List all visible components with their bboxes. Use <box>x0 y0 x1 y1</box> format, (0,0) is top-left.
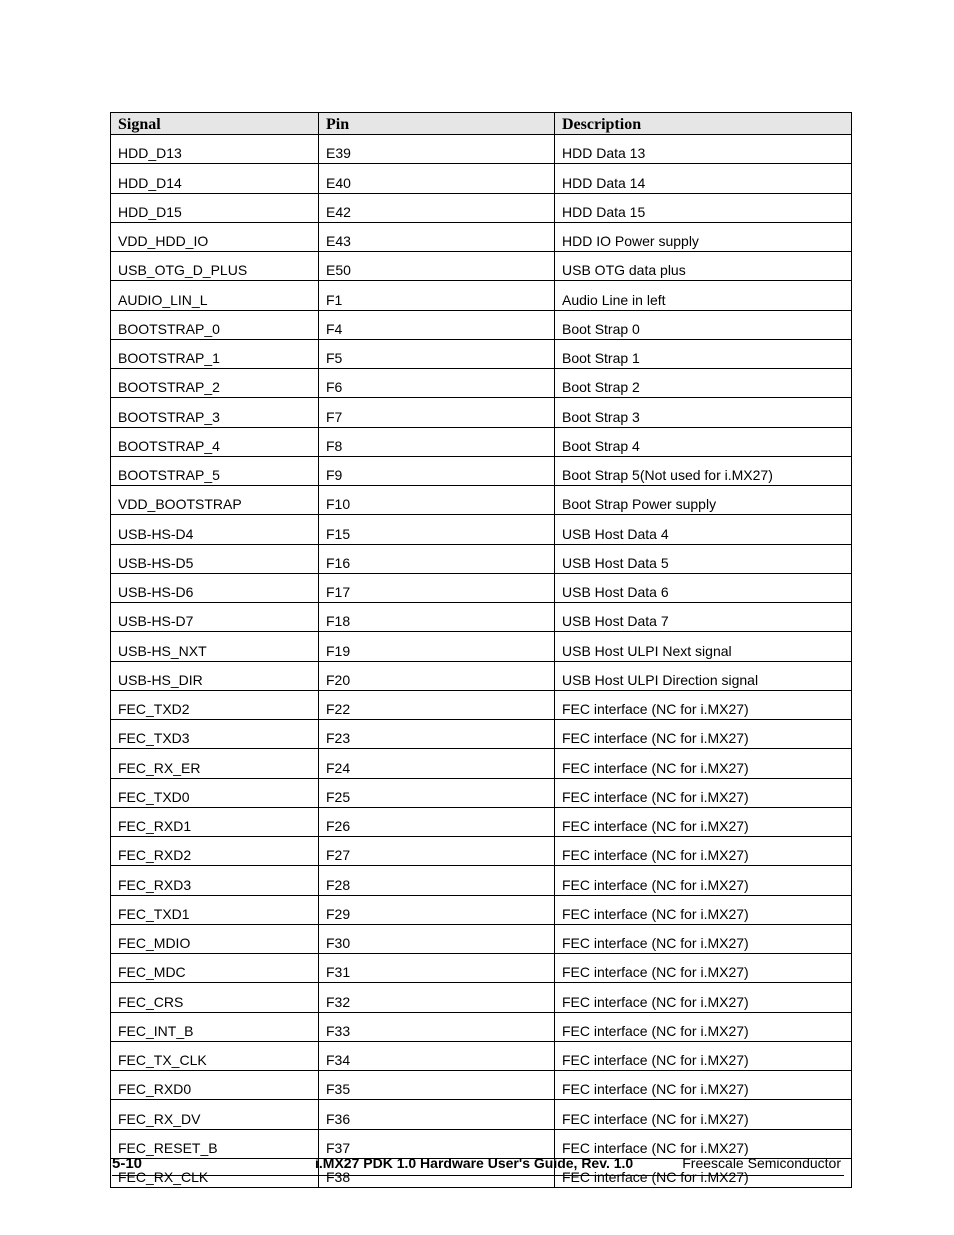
cell-pin: F32 <box>319 983 555 1012</box>
cell-signal: USB-HS-D5 <box>111 544 319 573</box>
table-row <box>111 369 852 398</box>
cell-pin: F34 <box>319 1041 555 1070</box>
cell-signal: FEC_RX_DV <box>111 1100 319 1129</box>
cell-signal: BOOTSTRAP_0 <box>111 310 319 339</box>
cell-description: Boot Strap 4 <box>555 427 852 456</box>
table-row <box>111 1100 852 1129</box>
table-row <box>111 603 852 632</box>
column-header-pin: Pin <box>319 113 555 135</box>
cell-signal: BOOTSTRAP_3 <box>111 398 319 427</box>
cell-pin: F24 <box>319 749 555 778</box>
cell-signal: FEC_TX_CLK <box>111 1041 319 1070</box>
cell-description: FEC interface (NC for i.MX27) <box>555 954 852 983</box>
cell-pin: F4 <box>319 310 555 339</box>
cell-pin: F26 <box>319 807 555 836</box>
cell-pin: F35 <box>319 1071 555 1100</box>
cell-description: Boot Strap 0 <box>555 310 852 339</box>
cell-pin: F36 <box>319 1100 555 1129</box>
cell-pin: F10 <box>319 486 555 515</box>
cell-signal: BOOTSTRAP_4 <box>111 427 319 456</box>
cell-signal: FEC_RXD0 <box>111 1071 319 1100</box>
cell-signal: FEC_MDC <box>111 954 319 983</box>
cell-signal: BOOTSTRAP_5 <box>111 456 319 485</box>
cell-pin: F9 <box>319 456 555 485</box>
cell-signal: USB_OTG_D_PLUS <box>111 252 319 281</box>
cell-description: Boot Strap Power supply <box>555 486 852 515</box>
table-row <box>111 720 852 749</box>
cell-signal: FEC_RXD1 <box>111 807 319 836</box>
cell-description: USB Host Data 5 <box>555 544 852 573</box>
cell-pin: F31 <box>319 954 555 983</box>
cell-description: Boot Strap 2 <box>555 369 852 398</box>
cell-pin: F37 <box>319 1129 555 1158</box>
table-row <box>111 164 852 193</box>
cell-description: USB Host Data 7 <box>555 603 852 632</box>
cell-description: HDD IO Power supply <box>555 222 852 251</box>
cell-pin: F19 <box>319 632 555 661</box>
cell-description: Audio Line in left <box>555 281 852 310</box>
cell-description: Boot Strap 3 <box>555 398 852 427</box>
cell-description: FEC interface (NC for i.MX27) <box>555 1071 852 1100</box>
cell-description: Boot Strap 1 <box>555 339 852 368</box>
cell-pin: E43 <box>319 222 555 251</box>
cell-description: HDD Data 14 <box>555 164 852 193</box>
cell-signal: HDD_D14 <box>111 164 319 193</box>
page-number: 5-10 <box>112 1155 143 1172</box>
document-title: i.MX27 PDK 1.0 Hardware User's Guide, Rev. 1.0 <box>315 1155 634 1171</box>
cell-signal: BOOTSTRAP_1 <box>111 339 319 368</box>
cell-pin: F29 <box>319 895 555 924</box>
cell-signal: FEC_RXD2 <box>111 837 319 866</box>
page-footer <box>112 1155 844 1176</box>
cell-signal: USB-HS-D4 <box>111 515 319 544</box>
cell-description: FEC interface (NC for i.MX27) <box>555 1100 852 1129</box>
signal-pin-table <box>110 112 852 1188</box>
table-row <box>111 983 852 1012</box>
cell-pin: F20 <box>319 661 555 690</box>
cell-pin: E42 <box>319 193 555 222</box>
table-row <box>111 310 852 339</box>
cell-pin: F6 <box>319 369 555 398</box>
company-name: Freescale Semiconductor <box>682 1155 841 1171</box>
cell-pin: F30 <box>319 924 555 953</box>
cell-description: HDD Data 13 <box>555 135 852 164</box>
cell-description: FEC interface (NC for i.MX27) <box>555 778 852 807</box>
cell-pin: F27 <box>319 837 555 866</box>
table-row <box>111 573 852 602</box>
table-header-row <box>111 113 852 135</box>
column-header-description: Description <box>555 113 852 135</box>
cell-description: FEC interface (NC for i.MX27) <box>555 837 852 866</box>
cell-description: USB Host Data 6 <box>555 573 852 602</box>
cell-signal: FEC_RX_ER <box>111 749 319 778</box>
cell-signal: VDD_HDD_IO <box>111 222 319 251</box>
table-row <box>111 339 852 368</box>
cell-description: USB Host Data 4 <box>555 515 852 544</box>
cell-pin: F38 <box>319 1158 555 1187</box>
table-row <box>111 690 852 719</box>
cell-pin: F25 <box>319 778 555 807</box>
cell-pin: F28 <box>319 866 555 895</box>
cell-pin: F5 <box>319 339 555 368</box>
cell-description: HDD Data 15 <box>555 193 852 222</box>
cell-pin: F22 <box>319 690 555 719</box>
cell-pin: E39 <box>319 135 555 164</box>
table-row <box>111 749 852 778</box>
table-row <box>111 632 852 661</box>
table-row <box>111 252 852 281</box>
cell-pin: E50 <box>319 252 555 281</box>
cell-signal: USB-HS-D6 <box>111 573 319 602</box>
cell-description: FEC interface (NC for i.MX27) <box>555 866 852 895</box>
cell-description: Boot Strap 5(Not used for i.MX27) <box>555 456 852 485</box>
cell-signal: FEC_TXD0 <box>111 778 319 807</box>
cell-signal: FEC_RESET_B <box>111 1129 319 1158</box>
cell-signal: USB-HS-D7 <box>111 603 319 632</box>
cell-pin: E40 <box>319 164 555 193</box>
table-row <box>111 866 852 895</box>
table-row <box>111 281 852 310</box>
cell-signal: HDD_D15 <box>111 193 319 222</box>
table-row <box>111 1012 852 1041</box>
cell-signal: AUDIO_LIN_L <box>111 281 319 310</box>
cell-pin: F15 <box>319 515 555 544</box>
table-row <box>111 135 852 164</box>
cell-pin: F18 <box>319 603 555 632</box>
cell-pin: F8 <box>319 427 555 456</box>
table-row <box>111 895 852 924</box>
table-row <box>111 661 852 690</box>
cell-description: FEC interface (NC for i.MX27) <box>555 895 852 924</box>
cell-description: FEC interface (NC for i.MX27) <box>555 1129 852 1158</box>
cell-signal: FEC_TXD3 <box>111 720 319 749</box>
cell-description: USB Host ULPI Next signal <box>555 632 852 661</box>
cell-signal: FEC_INT_B <box>111 1012 319 1041</box>
table-body <box>111 135 852 1188</box>
cell-pin: F17 <box>319 573 555 602</box>
cell-description: FEC interface (NC for i.MX27) <box>555 983 852 1012</box>
cell-pin: F33 <box>319 1012 555 1041</box>
table-row <box>111 954 852 983</box>
cell-signal: FEC_MDIO <box>111 924 319 953</box>
cell-signal: FEC_TXD1 <box>111 895 319 924</box>
cell-signal: USB-HS_DIR <box>111 661 319 690</box>
table-row <box>111 778 852 807</box>
cell-description: USB OTG data plus <box>555 252 852 281</box>
cell-description: FEC interface (NC for i.MX27) <box>555 807 852 836</box>
table-row <box>111 807 852 836</box>
cell-description: FEC interface (NC for i.MX27) <box>555 749 852 778</box>
cell-description: FEC interface (NC for i.MX27) <box>555 924 852 953</box>
cell-signal: BOOTSTRAP_2 <box>111 369 319 398</box>
table-row <box>111 486 852 515</box>
cell-pin: F1 <box>319 281 555 310</box>
table-row <box>111 515 852 544</box>
cell-description: FEC interface (NC for i.MX27) <box>555 690 852 719</box>
cell-description: FEC interface (NC for i.MX27) <box>555 1012 852 1041</box>
table-row <box>111 1071 852 1100</box>
table-row <box>111 456 852 485</box>
cell-pin: F7 <box>319 398 555 427</box>
cell-description: USB Host ULPI Direction signal <box>555 661 852 690</box>
cell-signal: FEC_CRS <box>111 983 319 1012</box>
cell-description: FEC interface (NC for i.MX27) <box>555 720 852 749</box>
cell-signal: FEC_RXD3 <box>111 866 319 895</box>
cell-description: FEC interface (NC for i.MX27) <box>555 1041 852 1070</box>
cell-signal: HDD_D13 <box>111 135 319 164</box>
cell-signal: FEC_TXD2 <box>111 690 319 719</box>
cell-signal: FEC_RX_CLK <box>111 1158 319 1187</box>
table-row <box>111 1129 852 1158</box>
table-row <box>111 222 852 251</box>
cell-signal: USB-HS_NXT <box>111 632 319 661</box>
table-row <box>111 398 852 427</box>
cell-pin: F16 <box>319 544 555 573</box>
table-row <box>111 924 852 953</box>
table-row <box>111 1041 852 1070</box>
cell-description: FEC interface (NC for i.MX27) <box>555 1158 852 1187</box>
cell-pin: F23 <box>319 720 555 749</box>
table-row <box>111 193 852 222</box>
table-row <box>111 837 852 866</box>
column-header-signal: Signal <box>111 113 319 135</box>
table-row <box>111 544 852 573</box>
table-row <box>111 427 852 456</box>
cell-signal: VDD_BOOTSTRAP <box>111 486 319 515</box>
